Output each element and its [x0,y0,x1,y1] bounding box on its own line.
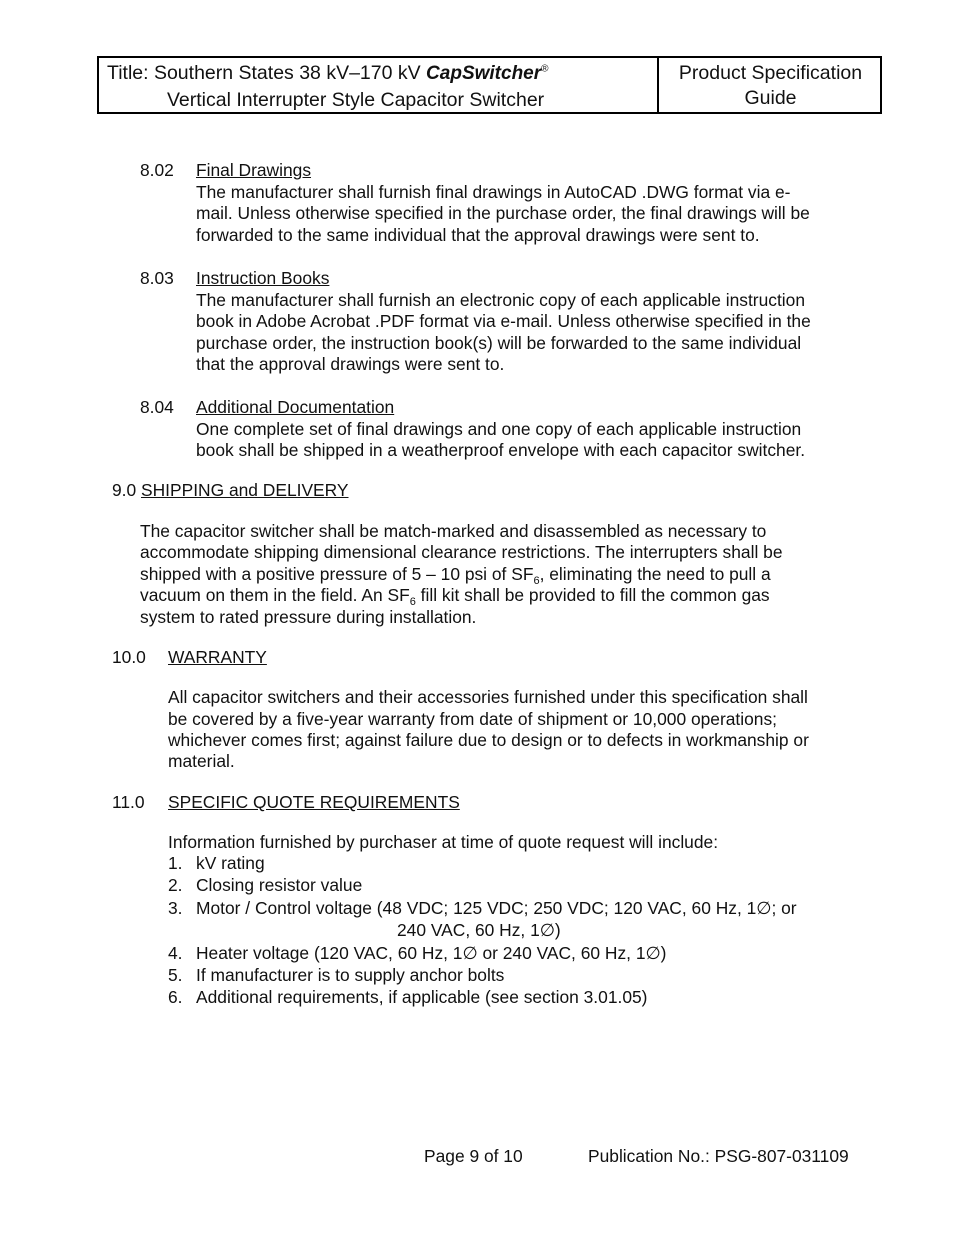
doc-title-prefix: Title: Southern States 38 kV–170 kV [107,62,427,84]
paragraph-line: The manufacturer shall furnish an electronic copy of each applicable instruction [196,290,806,310]
section-heading-final-drawings: Final Drawings [196,160,312,180]
paragraph-line: All capacitor switchers and their accessories furnished under this specification shall [168,687,808,707]
registered-mark: ® [541,63,549,75]
list-item-number: 4. [168,943,183,963]
list-item-continuation: 240 VAC, 60 Hz, 1∅) [397,920,561,940]
section-number-10-0: 10.0 [112,647,146,667]
subscript: 6 [533,575,540,587]
section-heading-warranty: WARRANTY [168,647,267,667]
paragraph-line: that the approval drawings were sent to. [196,354,505,374]
section-heading-quote-requirements: SPECIFIC QUOTE REQUIREMENTS [168,792,460,812]
page-number: Page 9 of 10 [424,1146,523,1166]
paragraph-line: forwarded to the same individual that the approval drawings were sent to. [196,225,760,245]
paragraph-line: whichever comes first; against failure due to design or to defects in workmanship or [168,730,809,750]
list-item: Motor / Control voltage (48 VDC; 125 VDC; 250 VDC; 120 VAC, 60 Hz, 1∅; or [196,898,797,918]
doc-title-line2: Vertical Interrupter Style Capacitor Switcher [167,89,545,111]
guide-label-line1: Product Specification [678,62,863,84]
section-number-8-02: 8.02 [140,160,174,180]
list-item: Heater voltage (120 VAC, 60 Hz, 1∅ or 240 VAC, 60 Hz, 1∅) [196,943,667,963]
paragraph-line: mail. Unless otherwise specified in the purchase order, the final drawings will be [196,203,810,223]
section-number-9-0: 9.0 [112,480,137,500]
brand-name: CapSwitcher [426,63,542,84]
section-number-8-03: 8.03 [140,268,174,288]
paragraph-line: system to rated pressure during installation. [140,607,477,627]
paragraph-line: purchase order, the instruction book(s) will be forwarded to the same individual [196,333,802,353]
list-item-number: 2. [168,875,183,895]
section-number-11-0: 11.0 [112,792,145,812]
list-item-number: 5. [168,965,183,985]
list-item: Closing resistor value [196,875,363,895]
section-heading-shipping: SHIPPING and DELIVERY [141,480,349,500]
paragraph-line: The manufacturer shall furnish final drawings in AutoCAD .DWG format via e- [196,182,791,202]
section-heading-instruction-books: Instruction Books [196,268,330,288]
guide-label-line2: Guide [744,87,797,109]
paragraph-line: vacuum on them in the field. An $SF_6$ fill kit shall be provided to fill the common gas [140,585,770,608]
doc-title-line1 [107,62,549,85]
publication-number: Publication No.: PSG-807-031109 [588,1146,849,1166]
paragraph-line: Information furnished by purchaser at time of quote request will include: [168,832,719,852]
paragraph-line: accommodate shipping dimensional clearance restrictions. The interrupters shall be [140,542,783,562]
paragraph-line: shipped with a positive pressure of 5 – 10 psi of $SF_6$, eliminating the need to pull a [140,564,771,587]
list-item: Additional requirements, if applicable (see section 3.01.05) [196,987,648,1007]
list-item: If manufacturer is to supply anchor bolts [196,965,505,985]
list-item-number: 3. [168,898,183,918]
section-heading-additional-documentation: Additional Documentation [196,397,395,417]
paragraph-line: book in Adobe Acrobat .PDF format via e-mail. Unless otherwise specified in the [196,311,811,331]
paragraph-line: One complete set of final drawings and one copy of each applicable instruction [196,419,802,439]
paragraph-line: be covered by a five-year warranty from date of shipment or 10,000 operations; [168,709,777,729]
list-item: kV rating [196,853,265,873]
section-number-8-04: 8.04 [140,397,174,417]
list-item-number: 6. [168,987,183,1007]
paragraph-line: book shall be shipped in a weatherproof envelope with each capacitor switcher. [196,440,806,460]
paragraph-line: The capacitor switcher shall be match-marked and disassembled as necessary to [140,521,767,541]
subscript: 6 [409,596,416,608]
list-item-number: 1. [168,853,183,873]
paragraph-line: material. [168,751,235,771]
